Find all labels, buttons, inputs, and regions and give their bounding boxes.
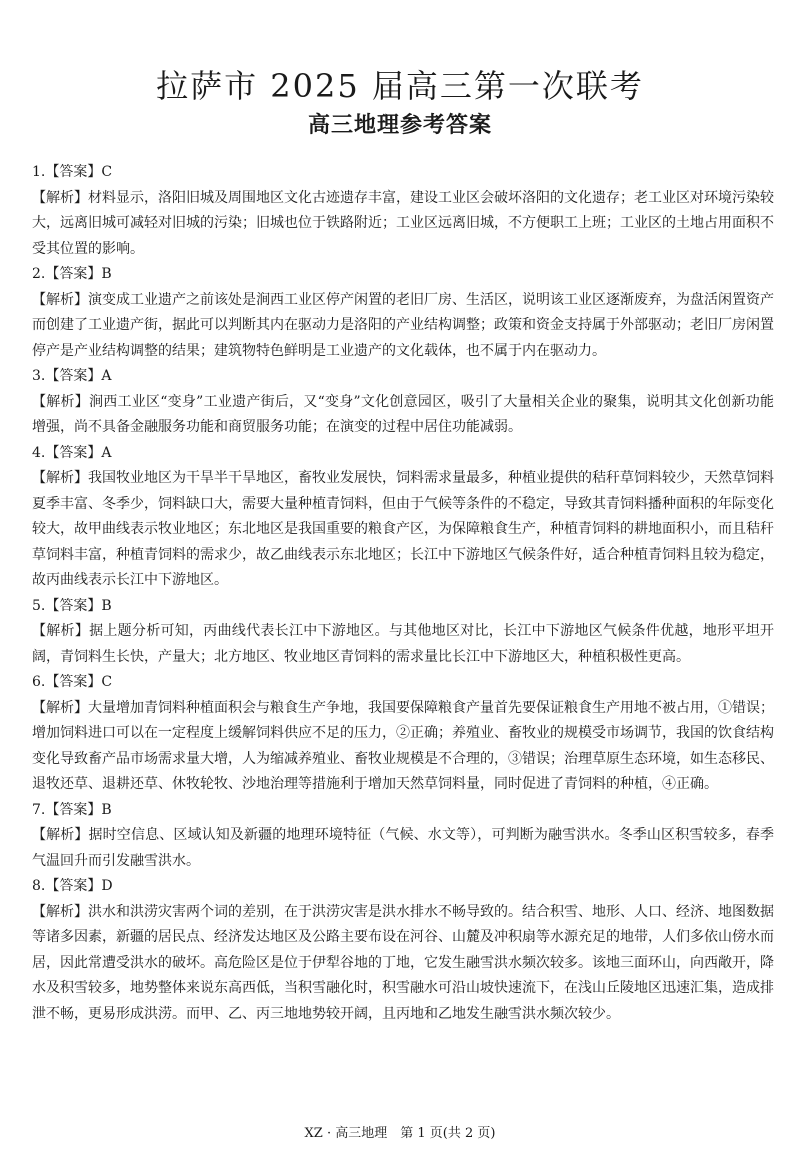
question-4 bbox=[32, 441, 774, 594]
explanation: 【解析】据时空信息、区域认知及新疆的地理环境特征（气候、水文等），可判断为融雪洪水。冬季山区积雪较多，春季气温回升而引发融雪洪水。 bbox=[32, 827, 774, 869]
explanation: 【解析】材料显示，洛阳旧城及周围地区文化古迹遗存丰富，建设工业区会破坏洛阳的文化遗存；老工业区对环境污染较大，远离旧城可减轻对旧城的污染；旧城也位于铁路附近；工业区远离旧城，不方便职工上班；工业区的土地占用面积不受其位置的影响。 bbox=[32, 189, 774, 257]
question-6 bbox=[32, 670, 774, 798]
explanation: 【解析】据上题分析可知，丙曲线代表长江中下游地区。与其他地区对比，长江中下游地区气候条件优越，地形平坦开阔，青饲料生长快，产量大；北方地区、牧业地区青饲料的需求量比长江中下游地区大，种植积极性更高。 bbox=[32, 623, 774, 665]
answer-line: 1.【答案】C bbox=[32, 164, 113, 180]
answer-list bbox=[32, 160, 774, 1027]
question-2 bbox=[32, 262, 774, 364]
document-title: 拉萨市 2025 届高三第一次联考 bbox=[156, 67, 644, 105]
answer-line: 2.【答案】B bbox=[32, 266, 112, 282]
answer-line: 5.【答案】B bbox=[32, 597, 112, 614]
question-8 bbox=[32, 874, 774, 1027]
answer-line: 6.【答案】C bbox=[32, 674, 113, 690]
answer-line: 8.【答案】D bbox=[32, 878, 113, 894]
page-footer: XZ · 高三地理 第 1 页(共 2 页) bbox=[304, 1126, 496, 1141]
explanation: 【解析】大量增加青饲料种植面积会与粮食生产争地，我国要保障粮食产量首先要保证粮食生产用地不被占用，①错误；增加饲料进口可以在一定程度上缓解饲料供应不足的压力，②正确；养殖业、畜牧业的规模受市场调节，我国的饮食结构变化导致畜产品市场需求量大增，人为缩减养殖业、畜牧业规模是不合理的，③错误；治理草原生态环境，如生态移民、退牧还草、退耕还草、休牧轮牧、沙地治理等措施利于增加天然草饲料量，同时促进了青饲料的种植，④正确。 bbox=[32, 699, 774, 792]
question-3 bbox=[32, 364, 774, 441]
explanation: 【解析】演变成工业遗产之前该处是涧西工业区停产闲置的老旧厂房、生活区，说明该工业区逐渐废弃，为盘活闲置资产而创建了工业遗产街，据此可以判断其内在驱动力是洛阳的产业结构调整；政策和资金支持属于外部驱动；老旧厂房闲置停产是产业结构调整的结果；建筑物特色鲜明是工业遗产的文化载体，也不属于内在驱动力。 bbox=[32, 291, 774, 359]
explanation: 【解析】我国牧业地区为干旱半干旱地区，畜牧业发展快，饲料需求量最多，种植业提供的秸秆草饲料较少，天然草饲料夏季丰富、冬季少，饲料缺口大，需要大量种植青饲料，但由于气候等条件的不稳定，导致其青饲料播种面积的年际变化较大，故甲曲线表示牧业地区；东北地区是我国重要的粮食产区，为保障粮食生产，种植青饲料的耕地面积小，而且秸秆草饲料丰富，种植青饲料的需求少，故乙曲线表示东北地区；长江中下游地区气候条件好，适合种植青饲料且较为稳定，故丙曲线表示长江中下游地区。 bbox=[32, 470, 774, 588]
explanation: 【解析】洪水和洪涝灾害两个词的差别，在于洪涝灾害是洪水排水不畅导致的。结合积雪、地形、人口、经济、地图数据等诸多因素，新疆的居民点、经济发达地区及公路主要布设在河谷、山麓及冲积扇等水源充足的地带，人们多依山傍水而居，因此常遭受洪水的破坏。高危险区是位于伊犁谷地的丁地，它发生融雪洪水频次较多。该地三面环山，向西敞开，降水及积雪较多，地势整体来说东高西低，当积雪融化时，积雪融水可沿山坡快速流下，在浅山丘陵地区迅速汇集，造成排泄不畅，更易形成洪涝。而甲、乙、丙三地地势较开阔，且丙地和乙地发生融雪洪水频次较少。 bbox=[32, 903, 774, 1022]
explanation: 【解析】涧西工业区“变身”工业遗产街后，又“变身”文化创意园区，吸引了大量相关企业的聚集，说明其文化创新功能增强，尚不具备金融服务功能和商贸服务功能；在演变的过程中居住功能减弱。 bbox=[32, 393, 774, 435]
answer-line: 7.【答案】B bbox=[32, 801, 112, 818]
question-5 bbox=[32, 594, 774, 671]
answer-line: 3.【答案】A bbox=[32, 368, 112, 384]
document-subtitle: 高三地理参考答案 bbox=[307, 113, 492, 138]
question-1 bbox=[32, 160, 774, 262]
question-7 bbox=[32, 798, 774, 875]
answer-line: 4.【答案】A bbox=[32, 444, 112, 461]
